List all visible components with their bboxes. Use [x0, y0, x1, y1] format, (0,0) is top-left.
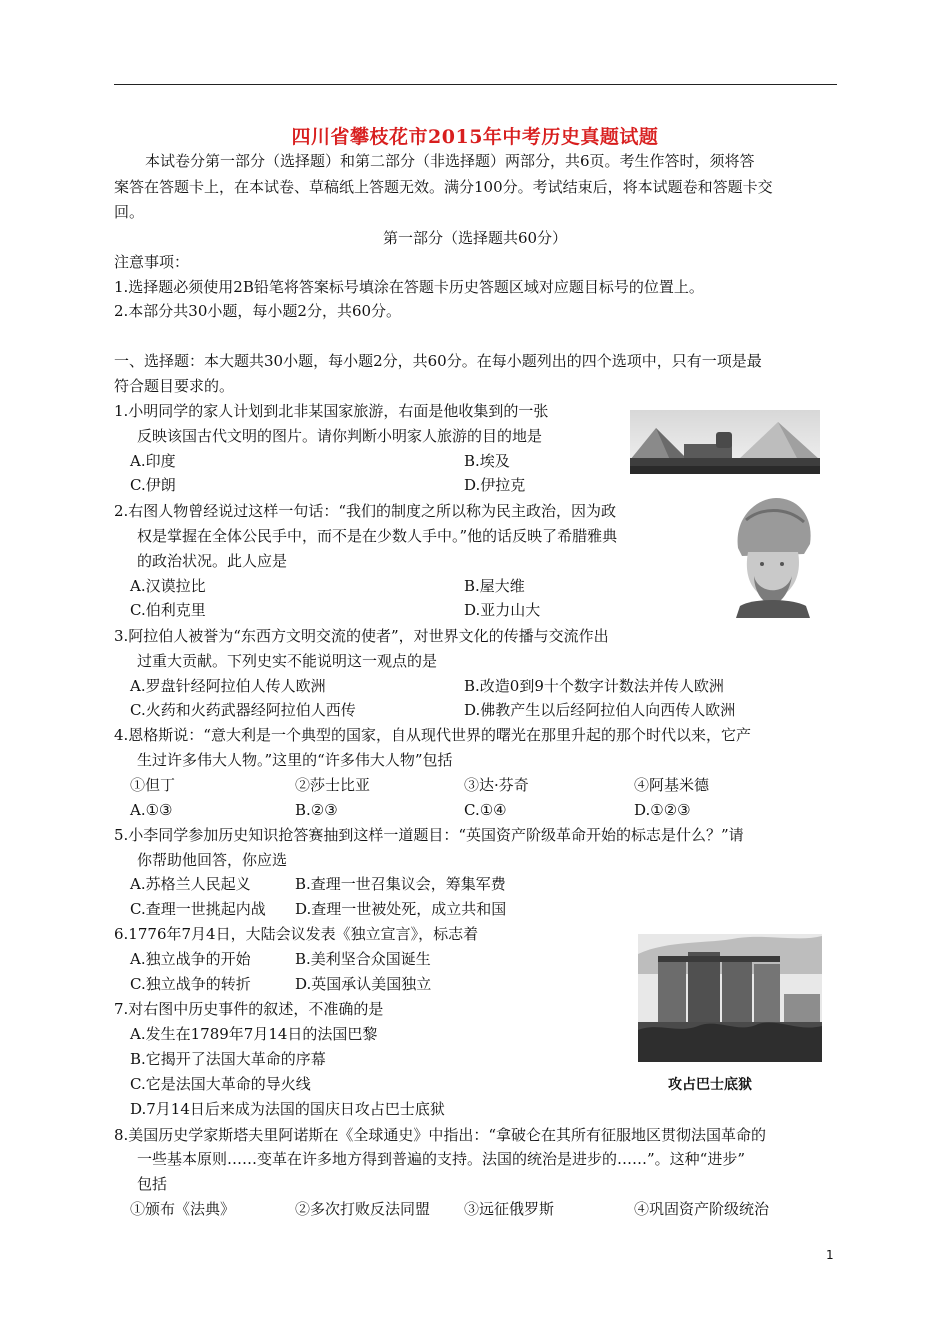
q3-option-d: D.佛教产生以后经阿拉伯人向西传人欧洲	[464, 701, 736, 719]
q6-option-d: D.英国承认美国独立	[295, 975, 432, 993]
q2-option-c: C.伯利克里	[130, 601, 206, 619]
note-item: 1.选择题必须使用2B铅笔将答案标号填涂在答题卡历史答题区域对应题目标号的位置上。	[114, 278, 704, 296]
q6-option-a: A.独立战争的开始	[130, 950, 251, 968]
q5-option-b: B.查理一世召集议会，筹集军费	[295, 875, 506, 893]
q4-option-c: C.①④	[464, 801, 507, 819]
q7-option-d: D.7月14日后来成为法国的国庆日攻占巴士底狱	[130, 1100, 445, 1118]
q6-stem: 6.1776年7月4日，大陆会议发表《独立宣言》，标志着	[114, 925, 479, 943]
q2-option-b: B.屋大维	[464, 577, 525, 595]
q4-option-b: B.②③	[295, 801, 338, 819]
q3-stem: 3.阿拉伯人被誉为“东西方文明交流的使者”，对世界文化的传播与交流作出	[114, 627, 609, 645]
q3-option-a: A.罗盘针经阿拉伯人传人欧洲	[130, 677, 326, 695]
q7-option-b: B.它揭开了法国大革命的序幕	[130, 1050, 326, 1068]
pericles-bust-image	[724, 494, 820, 618]
q2-stem: 2.右图人物曾经说过这样一句话：“我们的制度之所以称为民主政治，因为政	[114, 502, 616, 520]
q1-option-c: C.伊朗	[130, 476, 176, 494]
intro-line-3: 回。	[114, 203, 145, 221]
q5-option-c: C.查理一世挑起内战	[130, 900, 266, 918]
q4-item: ④阿基米德	[634, 776, 710, 794]
q2-stem-cont: 权是掌握在全体公民手中，而不是在少数人手中。”他的话反映了希腊雅典	[137, 527, 618, 545]
page-number: 1	[826, 1248, 834, 1262]
q5-stem-cont: 你帮助他回答，你应选	[137, 851, 288, 869]
q8-item: ④巩固资产阶级统治	[634, 1200, 770, 1218]
q6-option-c: C.独立战争的转折	[130, 975, 251, 993]
bastille-image	[638, 934, 822, 1062]
section-heading-cont: 符合题目要求的。	[114, 377, 235, 395]
intro-line-1: 本试卷分第一部分（选择题）和第二部分（非选择题）两部分，共6页。考生作答时，须将答	[145, 152, 755, 170]
q4-stem: 4.恩格斯说：“意大利是一个典型的国家，自从现代世界的曙光在那里升起的那个时代以来，它产	[114, 726, 751, 744]
intro-line-2: 案答在答题卡上，在本试卷、草稿纸上答题无效。满分100分。考试结束后，将本试题卷和答题卡交	[114, 178, 773, 196]
q1-option-d: D.伊拉克	[464, 476, 526, 494]
q4-item: ①但丁	[130, 776, 176, 794]
q8-item: ③远征俄罗斯	[464, 1200, 555, 1218]
q4-item: ③达·芬奇	[464, 776, 529, 794]
q8-stem-cont: 一些基本原则……变革在许多地方得到普遍的支持。法国的统治是进步的……”。这种“进步”	[137, 1150, 746, 1168]
q7-stem: 7.对右图中历史事件的叙述，不准确的是	[114, 1000, 384, 1018]
q3-stem-cont: 过重大贡献。下列史实不能说明这一观点的是	[137, 652, 438, 670]
q5-stem: 5.小李同学参加历史知识抢答赛抽到这样一道题目：“英国资产阶级革命开始的标志是什么？”请	[114, 826, 744, 844]
page-title: 四川省攀枝花市2015年中考历史真题试题	[291, 126, 659, 148]
q4-option-d: D.①②③	[634, 801, 691, 819]
bastille-caption: 攻占巴士底狱	[668, 1077, 752, 1093]
q1-stem-cont: 反映该国古代文明的图片。请你判断小明家人旅游的目的地是	[137, 427, 543, 445]
q1-stem: 1.小明同学的家人计划到北非某国家旅游，右面是他收集到的一张	[114, 402, 549, 420]
pyramids-sphinx-image	[630, 410, 820, 474]
section-heading: 一、选择题：本大题共30小题，每小题2分，共60分。在每小题列出的四个选项中，只有一项是最	[114, 352, 762, 370]
q2-option-a: A.汉谟拉比	[130, 577, 206, 595]
q8-item: ②多次打败反法同盟	[295, 1200, 431, 1218]
header-rule	[114, 84, 837, 85]
part-heading: 第一部分（选择题共60分）	[382, 229, 568, 247]
q1-option-b: B.埃及	[464, 452, 510, 470]
q7-option-a: A.发生在1789年7月14日的法国巴黎	[130, 1025, 378, 1043]
note-item: 2.本部分共30小题，每小题2分，共60分。	[114, 302, 402, 320]
q5-option-d: D.查理一世被处死，成立共和国	[295, 900, 507, 918]
q2-stem-cont: 的政治状况。此人应是	[137, 552, 288, 570]
q6-option-b: B.美利坚合众国诞生	[295, 950, 431, 968]
q8-item: ①颁布《法典》	[130, 1200, 236, 1218]
q8-stem: 8.美国历史学家斯塔夫里阿诺斯在《全球通史》中指出：“拿破仑在其所有征服地区贯彻法国革命的	[114, 1126, 766, 1144]
q3-option-c: C.火药和火药武器经阿拉伯人西传	[130, 701, 356, 719]
q4-item: ②莎士比亚	[295, 776, 371, 794]
q1-option-a: A.印度	[130, 452, 176, 470]
q3-option-b: B.改造0到9十个数字计数法并传人欧洲	[464, 677, 724, 695]
q8-stem-cont: 包括	[137, 1175, 168, 1193]
q5-option-a: A.苏格兰人民起义	[130, 875, 251, 893]
q4-option-a: A.①③	[130, 801, 173, 819]
q4-stem-cont: 生过许多伟大人物。”这里的“许多伟大人物”包括	[137, 751, 453, 769]
q2-option-d: D.亚力山大	[464, 601, 541, 619]
notes-label: 注意事项：	[114, 253, 190, 271]
q7-option-c: C.它是法国大革命的导火线	[130, 1075, 311, 1093]
